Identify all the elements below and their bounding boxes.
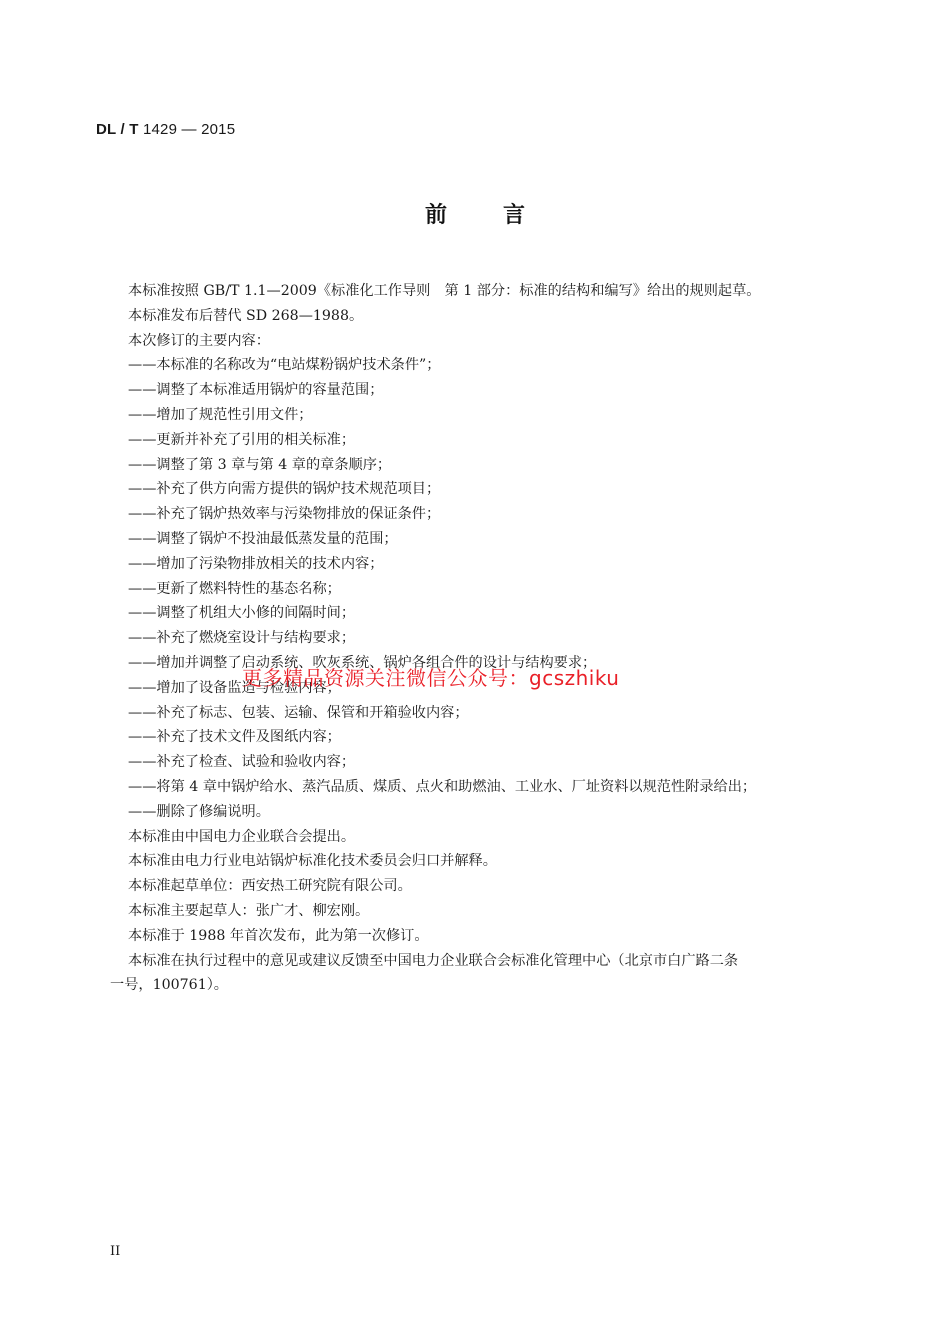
title-char-2: 言 [503, 203, 526, 228]
list-item: ——更新了燃料特性的基态名称； [128, 580, 341, 597]
list-item: ——更新并补充了引用的相关标准； [128, 431, 356, 448]
list-item: ——调整了第 3 章与第 4 章的章条顺序； [128, 456, 392, 473]
page-title [0, 198, 950, 229]
list-item: ——调整了锅炉不投油最低蒸发量的范围； [128, 530, 398, 547]
paragraph: 本标准按照 GB/T 1.1—2009《标准化工作导则 第 1 部分：标准的结构和编写》给出的规则起草。 [128, 283, 761, 299]
list-item: ——补充了供方向需方提供的锅炉技术规范项目； [128, 481, 441, 498]
watermark-text: 更多精品资源关注微信公众号：gcszhiku [242, 666, 620, 690]
list-item: ——本标准的名称改为“电站煤粉锅炉技术条件”； [128, 357, 441, 374]
document-code [96, 121, 235, 138]
paragraph: 本标准发布后替代 SD 268—1988。 [128, 307, 364, 324]
list-item: ——增加了规范性引用文件； [128, 406, 313, 423]
paragraph: 本标准在执行过程中的意见或建议反馈至中国电力企业联合会标准化管理中心（北京市白广路二条 [128, 952, 739, 969]
paragraph-continuation: 一号，100761）。 [110, 977, 228, 994]
list-item: ——补充了燃烧室设计与结构要求； [128, 630, 356, 647]
paragraph: 本次修订的主要内容： [128, 332, 270, 349]
document-code-prefix: DL / T [96, 121, 139, 138]
paragraph: 本标准于 1988 年首次发布，此为第一次修订。 [128, 927, 429, 944]
list-item: ——增加并调整了启动系统、吹灰系统、锅炉各组合件的设计与结构要求； [128, 654, 597, 671]
list-item: ——调整了本标准适用锅炉的容量范围； [128, 382, 384, 399]
list-item: ——增加了设备监造与检验内容； [128, 679, 341, 696]
list-item: ——补充了检查、试验和验收内容； [128, 754, 356, 771]
list-item: ——增加了污染物排放相关的技术内容； [128, 555, 384, 572]
paragraph: 本标准主要起草人：张广才、柳宏刚。 [128, 902, 370, 919]
title-char-1: 前 [424, 203, 447, 228]
paragraph: 本标准由中国电力企业联合会提出。 [128, 828, 356, 845]
page-number: II [110, 1244, 121, 1259]
list-item: ——将第 4 章中锅炉给水、蒸汽品质、煤质、点火和助燃油、工业水、厂址资料以规范性附录给出； [128, 778, 757, 795]
paragraph: 本标准起草单位：西安热工研究院有限公司。 [128, 878, 412, 895]
list-item: ——补充了锅炉热效率与污染物排放的保证条件； [128, 506, 441, 523]
list-item: ——补充了标志、包装、运输、保管和开箱验收内容； [128, 704, 469, 721]
foreword-body [110, 279, 850, 998]
list-item: ——删除了修编说明。 [128, 803, 270, 820]
list-item: ——补充了技术文件及图纸内容； [128, 729, 341, 746]
list-item: ——调整了机组大小修的间隔时间； [128, 605, 356, 622]
document-code-number: 1429 — 2015 [142, 121, 236, 138]
paragraph: 本标准由电力行业电站锅炉标准化技术委员会归口并解释。 [128, 853, 497, 870]
